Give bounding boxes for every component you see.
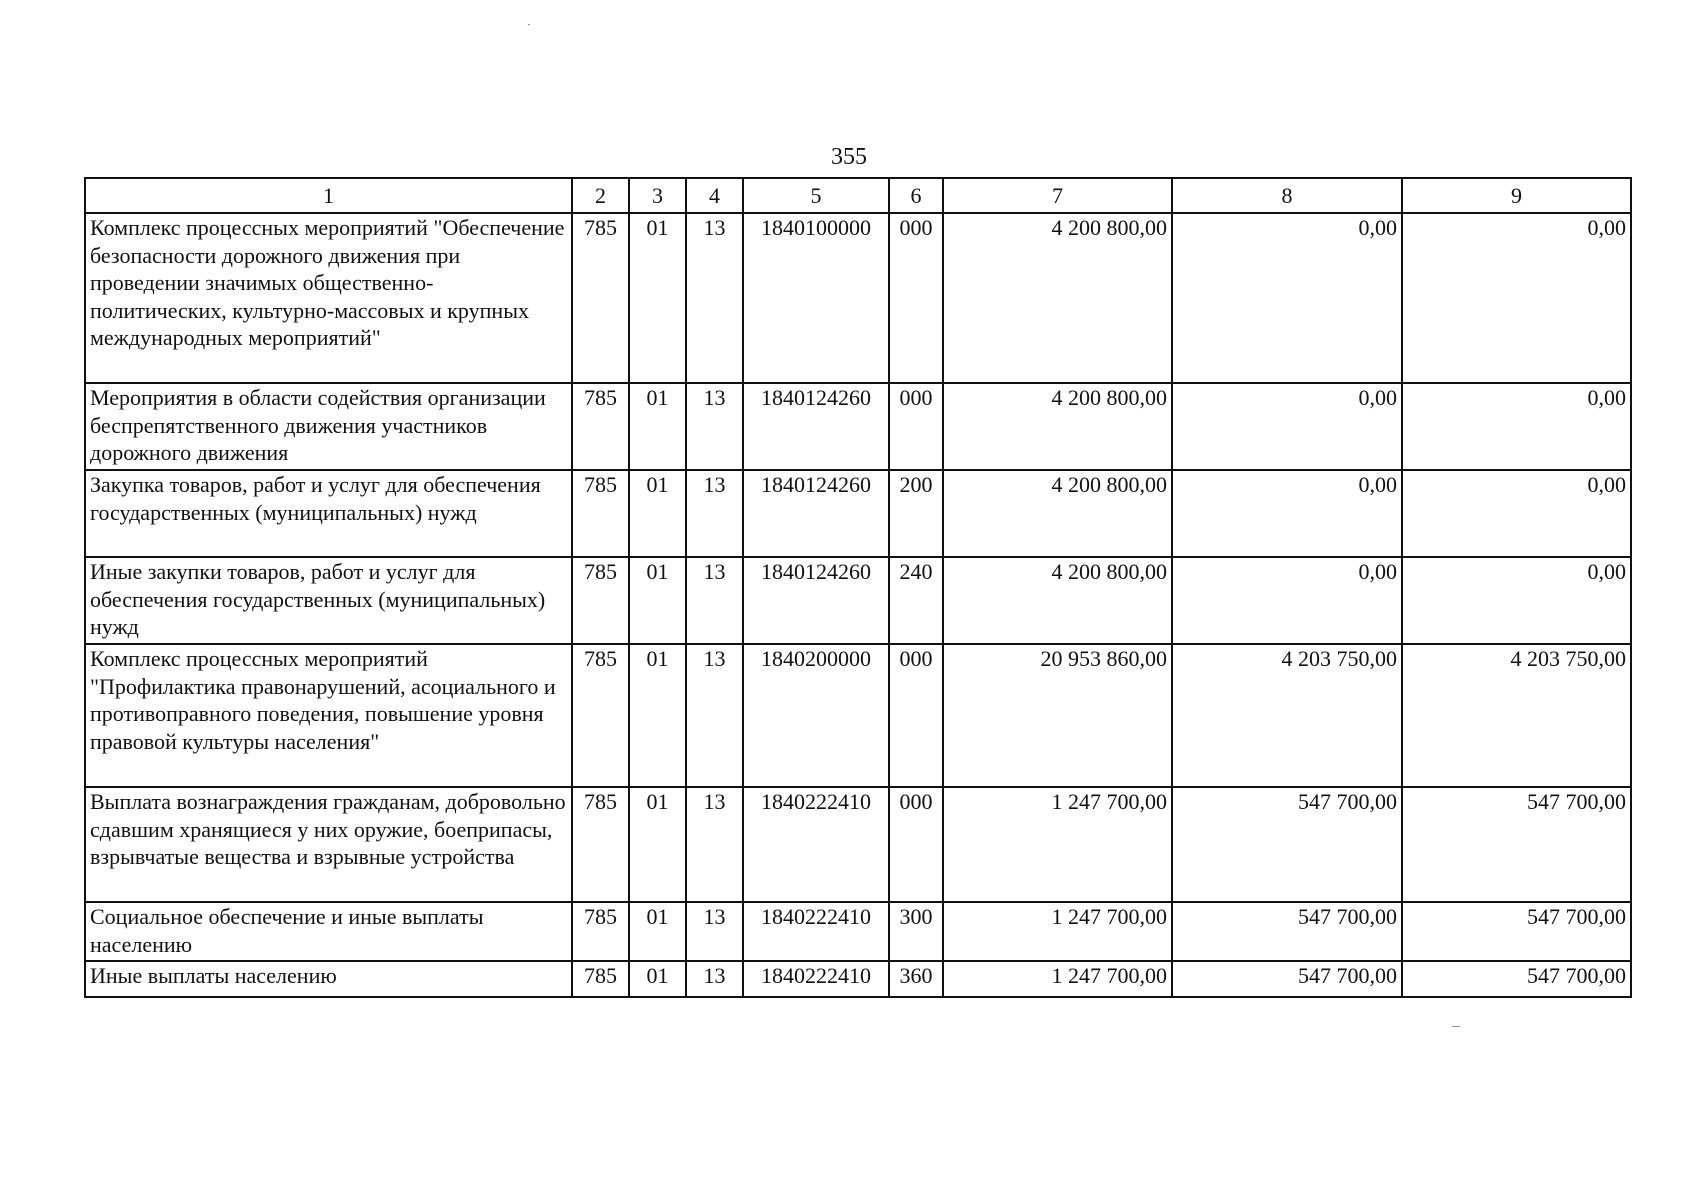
code-cell: 1840124260: [743, 470, 889, 557]
code-cell: 785: [572, 644, 629, 787]
table-row: [85, 470, 1631, 557]
code-cell: 000: [889, 787, 943, 902]
amount-cell: 547 700,00: [1402, 787, 1631, 902]
item-name: Комплекс процессных мероприятий "Профилактика правонарушений, асоциального и противоправного поведения, повышение уровня правовой культуры населения": [85, 644, 572, 787]
code-cell: 200: [889, 470, 943, 557]
amount-cell: 0,00: [1172, 557, 1402, 644]
code-cell: 01: [629, 383, 686, 470]
amount-cell: 0,00: [1402, 470, 1631, 557]
code-cell: 000: [889, 644, 943, 787]
column-header: 2: [572, 178, 629, 213]
code-cell: 01: [629, 902, 686, 961]
code-cell: 785: [572, 787, 629, 902]
code-cell: 01: [629, 787, 686, 902]
amount-cell: 0,00: [1172, 383, 1402, 470]
code-cell: 1840222410: [743, 787, 889, 902]
code-cell: 13: [686, 470, 743, 557]
item-name: Комплекс процессных мероприятий "Обеспечение безопасности дорожного движения при проведении значимых общественно-политических, культурно-массовых и крупных международных мероприятий": [85, 213, 572, 383]
code-cell: 13: [686, 902, 743, 961]
code-cell: 01: [629, 961, 686, 997]
code-cell: 785: [572, 383, 629, 470]
amount-cell: 0,00: [1172, 213, 1402, 383]
column-header: 4: [686, 178, 743, 213]
column-header: 6: [889, 178, 943, 213]
amount-cell: 1 247 700,00: [943, 961, 1172, 997]
amount-cell: 547 700,00: [1402, 902, 1631, 961]
code-cell: 785: [572, 902, 629, 961]
amount-cell: 4 203 750,00: [1402, 644, 1631, 787]
amount-cell: 4 200 800,00: [943, 383, 1172, 470]
budget-table: [84, 177, 1632, 998]
scan-artifact: [1452, 1026, 1460, 1027]
table-row: [85, 383, 1631, 470]
code-cell: 13: [686, 557, 743, 644]
amount-cell: 4 200 800,00: [943, 557, 1172, 644]
amount-cell: 0,00: [1172, 470, 1402, 557]
amount-cell: 547 700,00: [1172, 787, 1402, 902]
code-cell: 000: [889, 383, 943, 470]
code-cell: 01: [629, 213, 686, 383]
column-header: 7: [943, 178, 1172, 213]
code-cell: 13: [686, 961, 743, 997]
amount-cell: 4 200 800,00: [943, 470, 1172, 557]
item-name: Выплата вознаграждения гражданам, добровольно сдавшим хранящиеся у них оружие, боеприпасы, взрывчатые вещества и взрывные устройства: [85, 787, 572, 902]
page-number: 355: [831, 144, 867, 170]
amount-cell: 1 247 700,00: [943, 787, 1172, 902]
code-cell: 785: [572, 213, 629, 383]
amount-cell: 0,00: [1402, 383, 1631, 470]
table-row: [85, 557, 1631, 644]
code-cell: 1840200000: [743, 644, 889, 787]
code-cell: 785: [572, 470, 629, 557]
code-cell: 01: [629, 557, 686, 644]
amount-cell: 1 247 700,00: [943, 902, 1172, 961]
item-name: Социальное обеспечение и иные выплаты населению: [85, 902, 572, 961]
column-header: 9: [1402, 178, 1631, 213]
column-number-row: [85, 178, 1631, 213]
code-cell: 1840124260: [743, 383, 889, 470]
code-cell: 13: [686, 787, 743, 902]
code-cell: 1840100000: [743, 213, 889, 383]
code-cell: 1840124260: [743, 557, 889, 644]
amount-cell: 20 953 860,00: [943, 644, 1172, 787]
amount-cell: 4 200 800,00: [943, 213, 1172, 383]
code-cell: 1840222410: [743, 902, 889, 961]
item-name: Иные выплаты населению: [85, 961, 572, 997]
amount-cell: 547 700,00: [1402, 961, 1631, 997]
code-cell: 240: [889, 557, 943, 644]
amount-cell: 547 700,00: [1172, 902, 1402, 961]
code-cell: 300: [889, 902, 943, 961]
code-cell: 13: [686, 213, 743, 383]
scan-artifact: [528, 24, 530, 25]
code-cell: 785: [572, 557, 629, 644]
code-cell: 01: [629, 470, 686, 557]
code-cell: 13: [686, 644, 743, 787]
code-cell: 000: [889, 213, 943, 383]
code-cell: 1840222410: [743, 961, 889, 997]
amount-cell: 547 700,00: [1172, 961, 1402, 997]
column-header: 8: [1172, 178, 1402, 213]
amount-cell: 0,00: [1402, 557, 1631, 644]
code-cell: 13: [686, 383, 743, 470]
item-name: Мероприятия в области содействия организации беспрепятственного движения участников дорожного движения: [85, 383, 572, 470]
column-header: 5: [743, 178, 889, 213]
code-cell: 785: [572, 961, 629, 997]
amount-cell: 4 203 750,00: [1172, 644, 1402, 787]
table-row: [85, 961, 1631, 997]
table-row: [85, 213, 1631, 383]
table-row: [85, 902, 1631, 961]
table-row: [85, 644, 1631, 787]
amount-cell: 0,00: [1402, 213, 1631, 383]
column-header: 1: [85, 178, 572, 213]
item-name: Иные закупки товаров, работ и услуг для обеспечения государственных (муниципальных) нужд: [85, 557, 572, 644]
column-header: 3: [629, 178, 686, 213]
table-row: [85, 787, 1631, 902]
code-cell: 360: [889, 961, 943, 997]
code-cell: 01: [629, 644, 686, 787]
item-name: Закупка товаров, работ и услуг для обеспечения государственных (муниципальных) нужд: [85, 470, 572, 557]
